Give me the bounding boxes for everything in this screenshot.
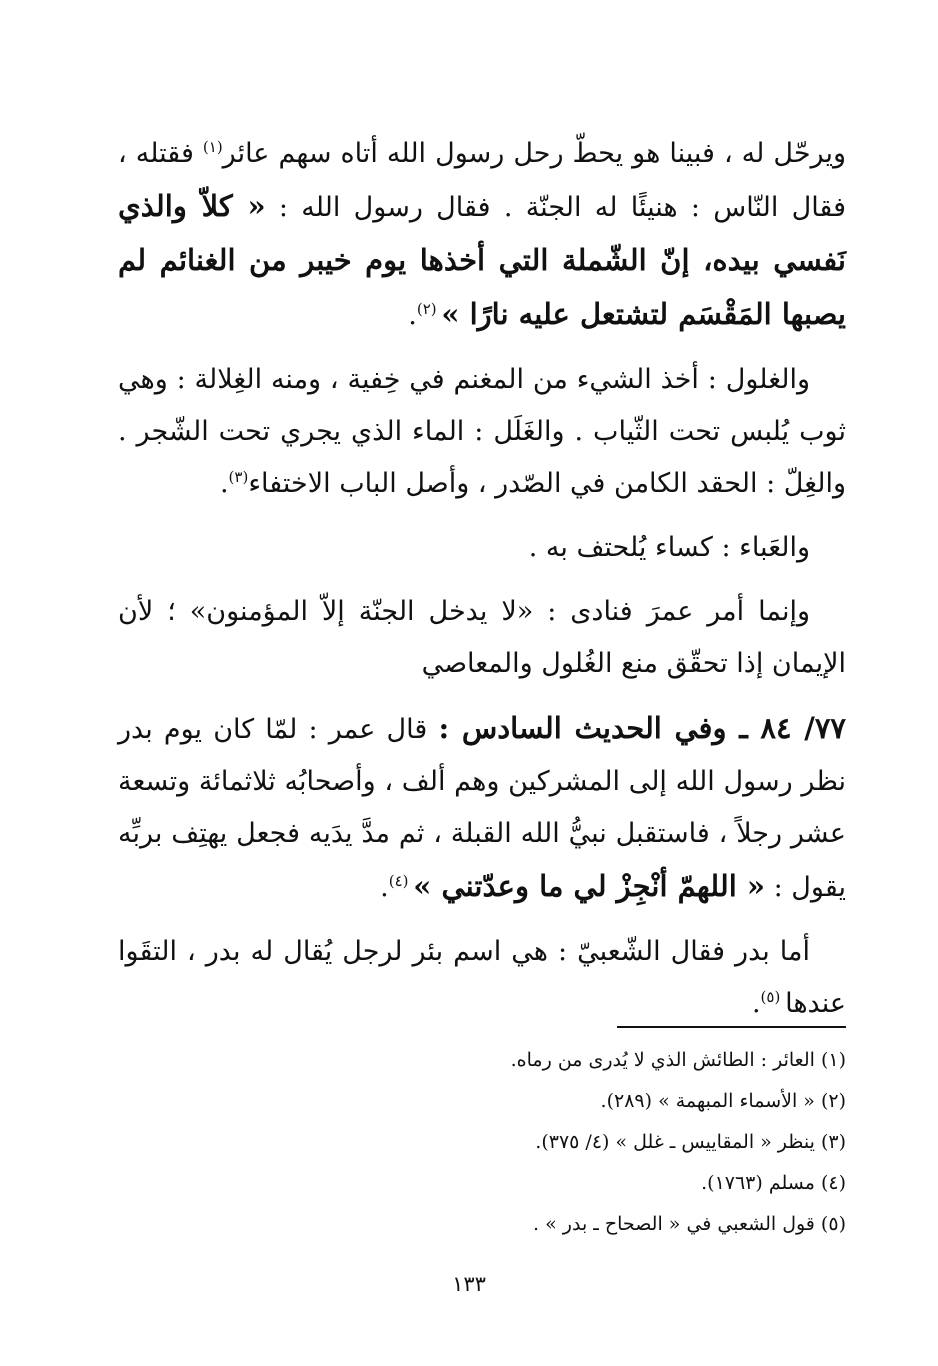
footnote-ref-1: (١) <box>202 138 223 156</box>
footnote-ref-3: (٣) <box>228 468 249 486</box>
footnote-2: (٢) « الأسماء المبهمة » (٢٨٩). <box>600 1090 846 1112</box>
paragraph-1-text-cont: فقتله ، فقال النّاس : هنيئًا له الجنّة . فقال رسول الله : <box>118 138 846 223</box>
paragraph-5 <box>118 702 846 914</box>
hadith-quote-2: « اللهمّ أنْجِزْ لي ما وعدّتني » <box>413 869 765 903</box>
paragraph-1 <box>118 128 846 342</box>
footnote-ref-4: (٤) <box>388 872 414 890</box>
paragraph-1-text: ويرحّل له ، فبينا هو يحطّ رحل رسول الله أتاه سهم عائر <box>222 138 846 169</box>
paragraph-2 <box>118 354 846 510</box>
footnote-ref-5: (٥) <box>760 988 786 1006</box>
footnote-ref-2: (٢) <box>416 300 442 318</box>
paragraph-3 <box>118 522 846 574</box>
paragraph-2-text: والغلول : أخذ الشيء من المغنم في خِفية ، ومنه الغِلالة : وهي ثوب يُلبس تحت الثّياب . والغَلَل : الماء الذي يجري تحت الشّجر . والغِلّ : الحقد الكامن في الصّدر ، وأصل الباب الاختفاء <box>118 364 846 499</box>
paragraph-2-end: . <box>219 468 229 499</box>
main-text <box>118 128 846 1042</box>
footnote-1: (١) العائر : الطائش الذي لا يُدرى من رماه. <box>510 1049 846 1071</box>
paragraph-3-text: والعَباء : كساء يُلحتف به . <box>528 532 810 563</box>
footnote-divider <box>617 1026 846 1028</box>
hadith-heading: ٧٧/ ٨٤ ـ وفي الحديث السادس : <box>438 711 846 745</box>
paragraph-1-end: . <box>408 300 417 331</box>
page-number: ١٣٣ <box>452 1272 486 1296</box>
footnotes-list <box>118 1040 846 1245</box>
hadith-quote-1: « كلاّ والذي نَفسي بيده، إنّ الشّملة التي أخذها يوم خيبر من الغنائم لم يصبها المَقْسَم لتشتعل عليه نارًا » <box>118 189 846 331</box>
footnote-3: (٣) ينظر « المقاييس ـ غلل » (٤/ ٣٧٥). <box>535 1131 846 1153</box>
footnote-4: (٤) مسلم (١٧٦٣). <box>701 1172 846 1194</box>
paragraph-5-end: . <box>380 872 389 903</box>
paragraph-6 <box>118 926 846 1030</box>
paragraph-6-text: أما بدر فقال الشّعبيّ : هي اسم بئر لرجل يُقال له بدر ، التقَوا عندها <box>118 936 846 1019</box>
paragraph-4 <box>118 586 846 690</box>
paragraph-6-end: . <box>751 988 761 1019</box>
paragraph-4-text: وإنما أمر عمرَ فنادى : «لا يدخل الجنّة إلاّ المؤمنون» ؛ لأن الإيمان إذا تحقّق منع الغُلول والمعاصي <box>118 596 846 679</box>
paragraph-5-text: قال عمر : لمّا كان يوم بدر نظر رسول الله إلى المشركين وهم ألف ، وأصحابُه ثلاثمائة وتسعة عشر رجلاً ، فاستقبل نبيُّ الله القبلة ، ثم مدَّ يدَيه فجعل يهتِف بربِّه يقول : <box>118 714 846 903</box>
footnote-5: (٥) قول الشعبي في « الصحاح ـ بدر » . <box>533 1213 846 1235</box>
